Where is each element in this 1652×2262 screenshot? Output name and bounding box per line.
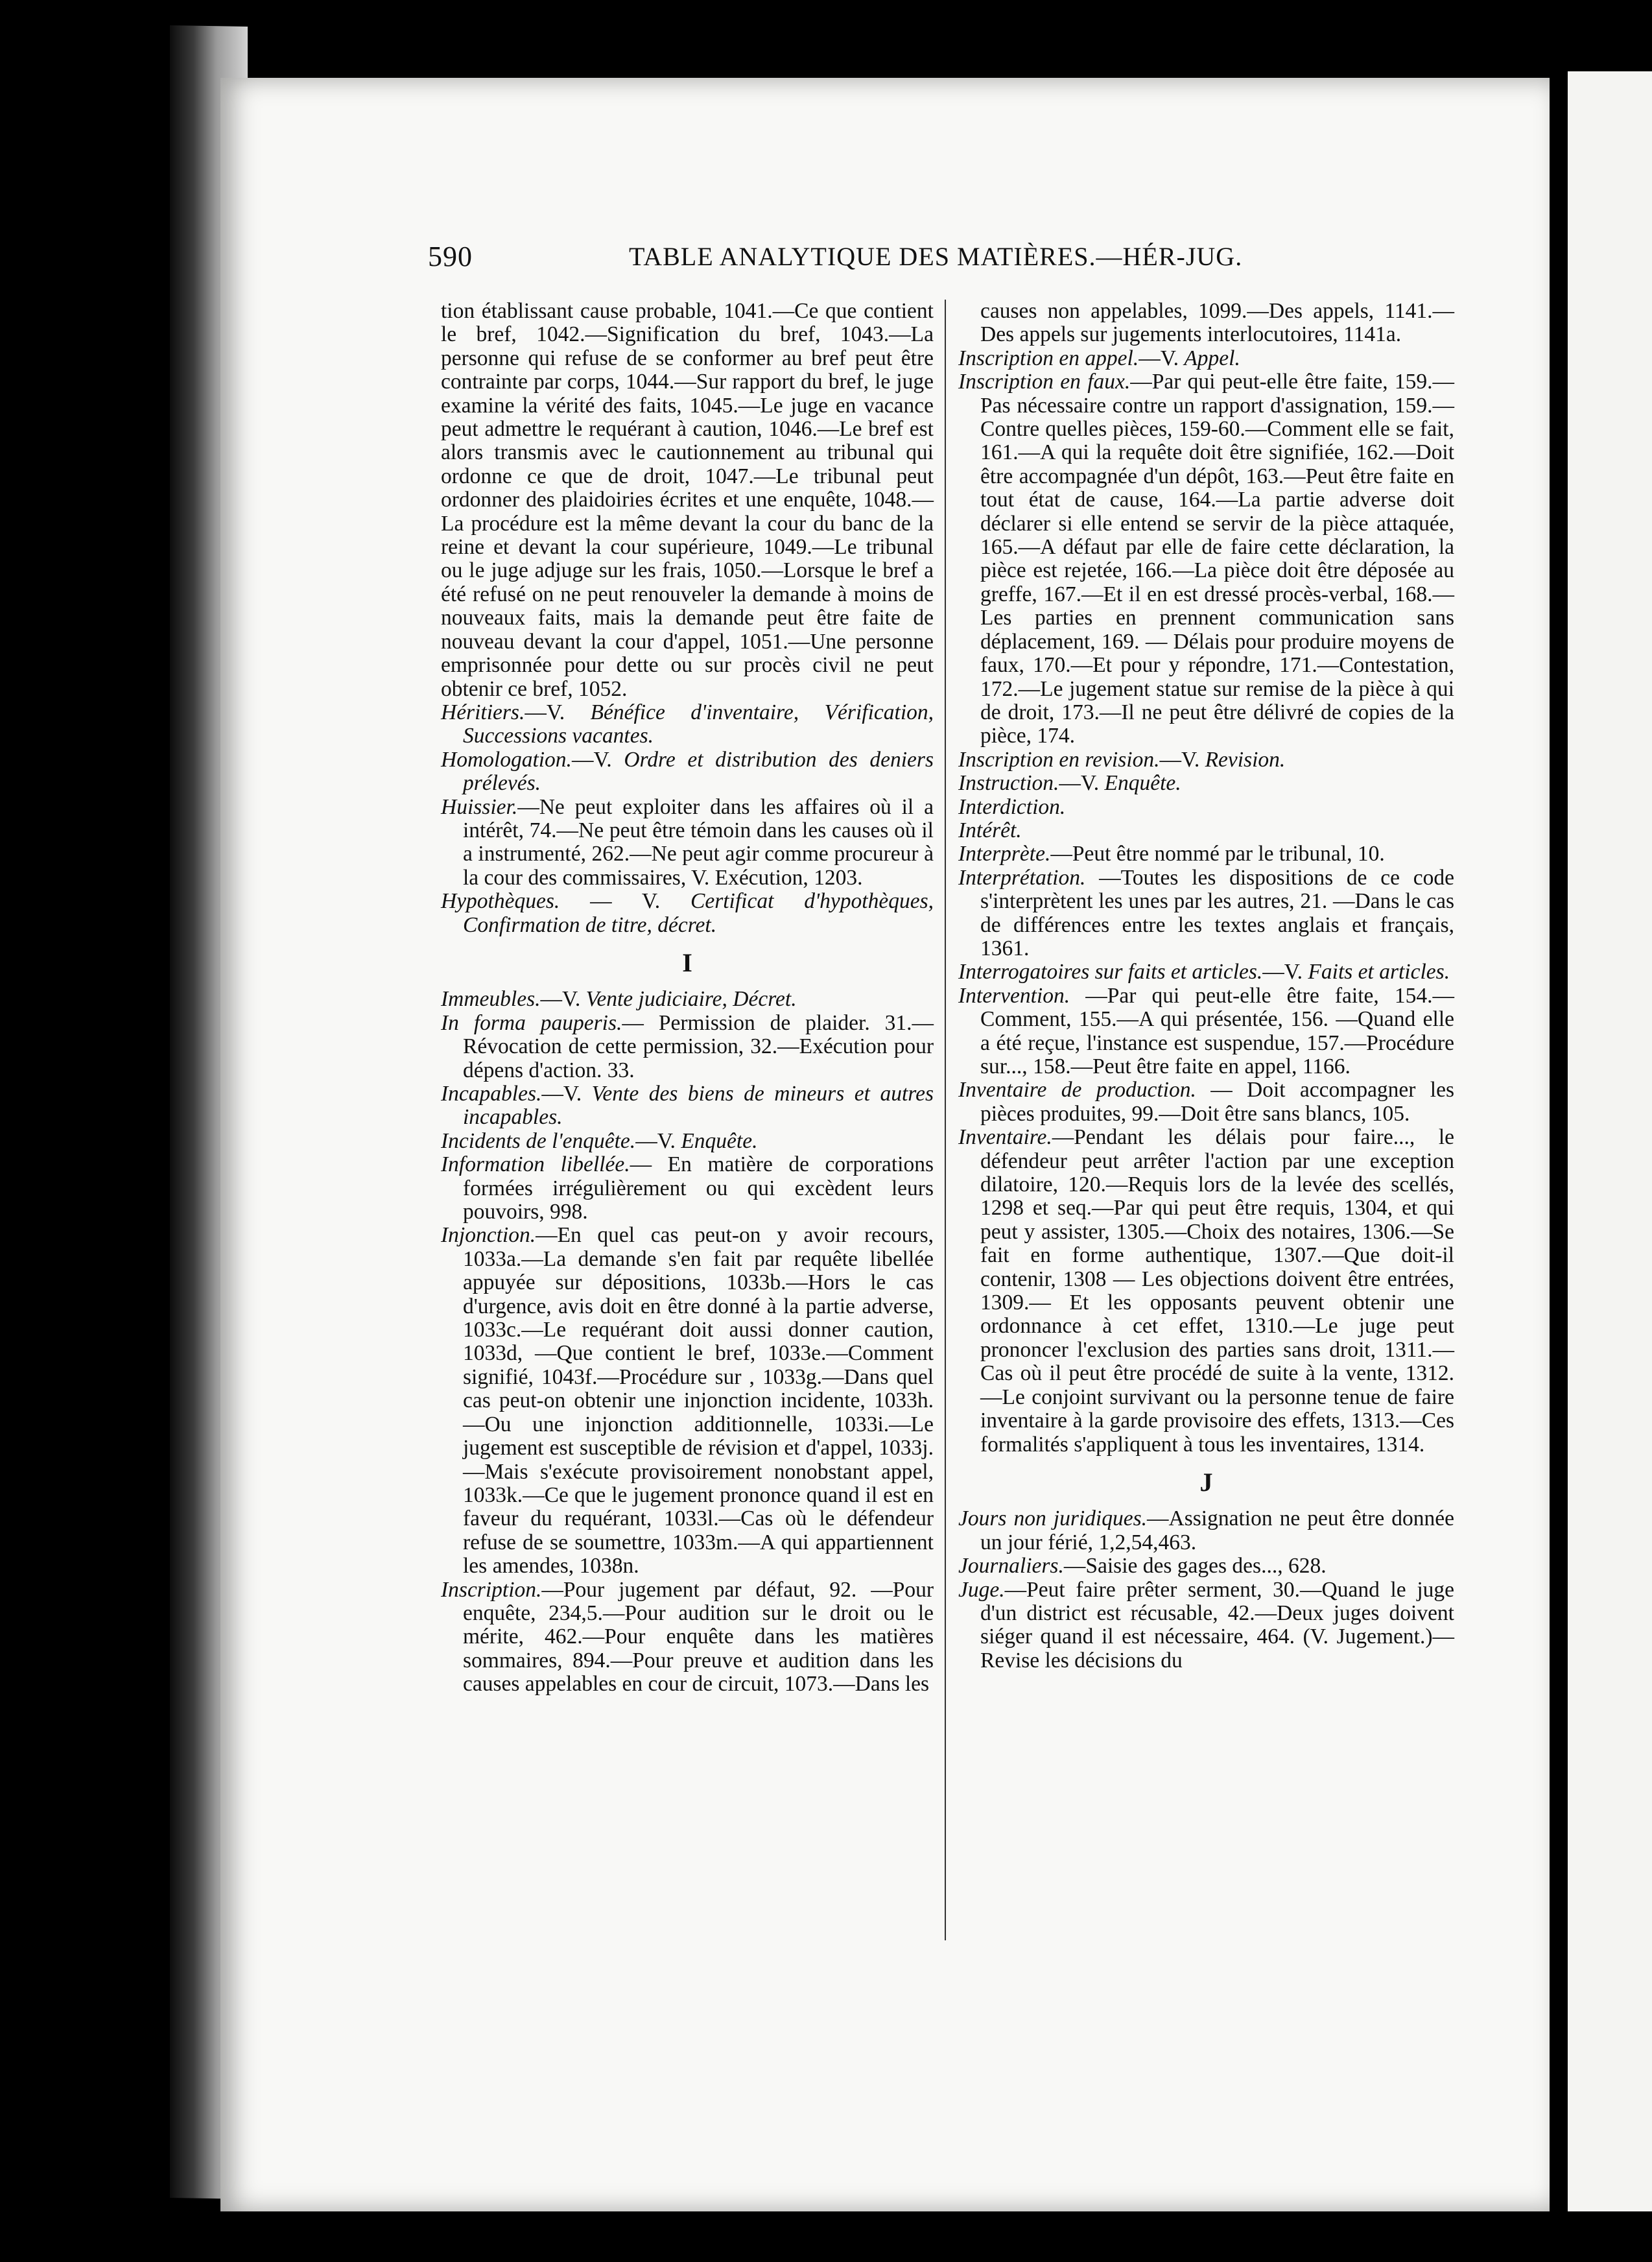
index-entry: Intérêt. [958, 818, 1022, 842]
facing-page-edge [1568, 71, 1652, 2211]
section-letter-i: I [682, 947, 692, 977]
index-entry: Interprète.—Peut être nommé par le tribunal, 10. [958, 842, 1385, 866]
index-entry: Information libellée.— En matière de corporations formées irrégulièrement ou qui excèdent leurs pouvoirs, 998. [441, 1152, 934, 1224]
index-entry: Intervention. —Par qui peut-elle être faite, 154.—Comment, 155.—A qui présentée, 156. —Quand elle a été reçue, l'instance est suspendue, 157.—Procédure sur..., 158.—Peut être faite en appel, 1166. [958, 983, 1454, 1078]
right-column [958, 300, 1454, 1673]
index-entry: Inscription en faux.—Par qui peut-elle être faite, 159.—Pas nécessaire contre un rapport d'assignation, 159.—Contre quelles pièces, 159-60.—Comment elle se fait, 161.—A qui la requête doit être signifiée, 162.—Doit être accompagnée d'un dépôt, 163.—Peut être faite en tout état de cause, 164.—La partie adverse doit déclarer si elle entend se servir de la pièce attaquée, 165.—A défaut par elle de faire cette déclaration, la pièce est rejetée, 166.—La pièce doit être déposée au greffe, 167.—Et il en est dressé procès-verbal, 168.—Les parties en prennent communication sans déplacement, 169. — Délais pour produire moyens de faux, 170.—Et pour y répondre, 171.—Contestation, 172.—Le jugement statue sur remise de la pièce à qui de droit, 173.—Il ne peut être délivré de copies de la pièce, 174. [958, 370, 1454, 748]
index-entry: Journaliers.—Saisie des gages des..., 628. [958, 1554, 1327, 1578]
index-entry: Inscription.—Pour jugement par défaut, 92. —Pour enquête, 234,5.—Pour audition sur le droit ou le mérite, 462.—Pour enquête dans les matières sommaires, 894.—Pour preuve et audition dans les causes appelables en cour de circuit, 1073.—Dans les [441, 1577, 934, 1696]
index-entry: Interprétation. —Toutes les dispositions de ce code s'interprètent les unes par les autres, 21. —Dans le cas de différences entre les textes anglais et français, 1361. [958, 865, 1454, 960]
index-entry: Jours non juridiques.—Assignation ne peut être donnée un jour férié, 1,2,54,463. [958, 1506, 1454, 1554]
index-entry: Héritiers.—V. Bénéfice d'inventaire, Vérification, Successions vacantes. [441, 700, 934, 748]
index-entry: Incapables.—V. Vente des biens de mineurs et autres incapables. [441, 1082, 934, 1130]
index-entry: Injonction.—En quel cas peut-on y avoir recours, 1033a.—La demande s'en fait par requête libellée appuyée sur dépositions, 1033b.—Hors le cas d'urgence, avis doit en être donné à la partie adverse, 1033c.—Le requérant doit aussi donner caution, 1033d, —Que contient le bref, 1033e.—Comment signifié, 1043f.—Procédure sur , 1033g.—Dans quel cas peut-on obtenir une injonction incidente, 1033h.—Ou une injonction additionnelle, 1033i.—Le jugement est susceptible de révision et d'appel, 1033j.—Mais s'exécute provisoirement nonobstant appel, 1033k.—Ce que le jugement prononce quand il est en faveur du requérant, 1033l.—Cas où le défendeur refuse de se soumettre, 1033m.—A qui appartiennent les amendes, 1038n. [441, 1223, 934, 1578]
index-entry: Instruction.—V. Enquête. [958, 771, 1181, 796]
index-entry: Inscription en revision.—V. Revision. [958, 747, 1286, 772]
running-title: TABLE ANALYTIQUE DES MATIÈRES.—HÉR-JUG. [629, 242, 1243, 271]
index-entry: Juge.—Peut faire prêter serment, 30.—Quand le juge d'un district est récusable, 42.—Deux juges doivent siéger quand il est nécessaire, 464. (V. Jugement.)—Revise les décisions du [958, 1577, 1454, 1673]
index-entry: Immeubles.—V. Vente judiciaire, Décret. [441, 987, 797, 1012]
page-header [428, 240, 1491, 279]
section-letter-j: J [1199, 1467, 1213, 1497]
index-entry: Huissier.—Ne peut exploiter dans les affaires où il a intérêt, 74.—Ne peut être témoin dans les causes où il a instrumenté, 262.—Ne peut agir comme procureur à la cour des commissaires, V. Exécution, 1203. [441, 794, 934, 890]
index-entry: Homologation.—V. Ordre et distribution des deniers prélevés. [441, 747, 934, 796]
continuation-text: causes non appelables, 1099.—Des appels, 1141.—Des appels sur jugements interlocutoires, 1141a. [980, 299, 1454, 347]
continuation-text: tion établissant cause probable, 1041.—Ce que contient le bref, 1042.—Signification du bref, 1043.—La personne qui refuse de se conformer au bref peut être contrainte par corps, 1044.—Sur rapport du bref, le juge examine la vérité des faits, 1045.—Le juge en vacance peut admettre le requérant à caution, 1046.—Le bref est alors transmis avec le cautionnement au tribunal qui ordonne ce que de droit, 1047.—Le tribunal peut ordonner des plaidoiries écrites et une enquête, 1048.—La procédure est la même devant la cour du banc de la reine et devant la cour supérieure, 1049.—Le tribunal ou le juge adjuge sur les frais, 1050.—Lorsque le bref a été refusé on ne peut renouveler la demande à moins de nouveaux faits, mais la demande peut être faite de nouveau devant la cour d'appel, 1051.—Une personne emprisonnée pour dette ou sur procès civil ne peut obtenir ce bref, 1052. [441, 299, 934, 701]
index-entry: In forma pauperis.— Permission de plaider. 31.—Révocation de cette permission, 32.—Exécution pour dépens d'action. 33. [441, 1010, 934, 1082]
left-column [441, 300, 934, 1696]
index-entry: Incidents de l'enquête.—V. Enquête. [441, 1128, 758, 1153]
column-divider [945, 300, 946, 1940]
page-number: 590 [428, 241, 473, 272]
index-entry: Interdiction. [958, 794, 1066, 819]
index-entry: Inscription en appel.—V. Appel. [958, 346, 1240, 370]
index-entry: Interrogatoires sur faits et articles.—V. Faits et articles. [958, 960, 1450, 984]
index-entry: Hypothèques. — V. Certificat d'hypothèques, Confirmation de titre, décret. [441, 889, 934, 937]
index-entry: Inventaire.—Pendant les délais pour faire..., le défendeur peut arrêter l'action par une exception dilatoire, 120.—Requis lors de la levée des scellés, 1298 et seq.—Par qui peut être requis, 1304, et qui peut y assister, 1305.—Choix des notaires, 1306.—Se fait en forme authentique, 1307.—Que doit-il contenir, 1308 — Les objections doivent être entrées, 1309.— Et les opposants peuvent obtenir une ordonnance à cet effet, 1310.—Le juge peut prononcer l'exclusion des parties sans droit, 1311.—Cas où il peut être procédé de suite à la vente, 1312.—Le conjoint survivant ou la personne tenue de faire inventaire à la garde provisoire des effets, 1313.—Ces formalités s'appliquent à tous les inventaires, 1314. [958, 1125, 1454, 1457]
index-entry: Inventaire de production. — Doit accompagner les pièces produites, 99.—Doit être sans blancs, 105. [958, 1078, 1454, 1126]
